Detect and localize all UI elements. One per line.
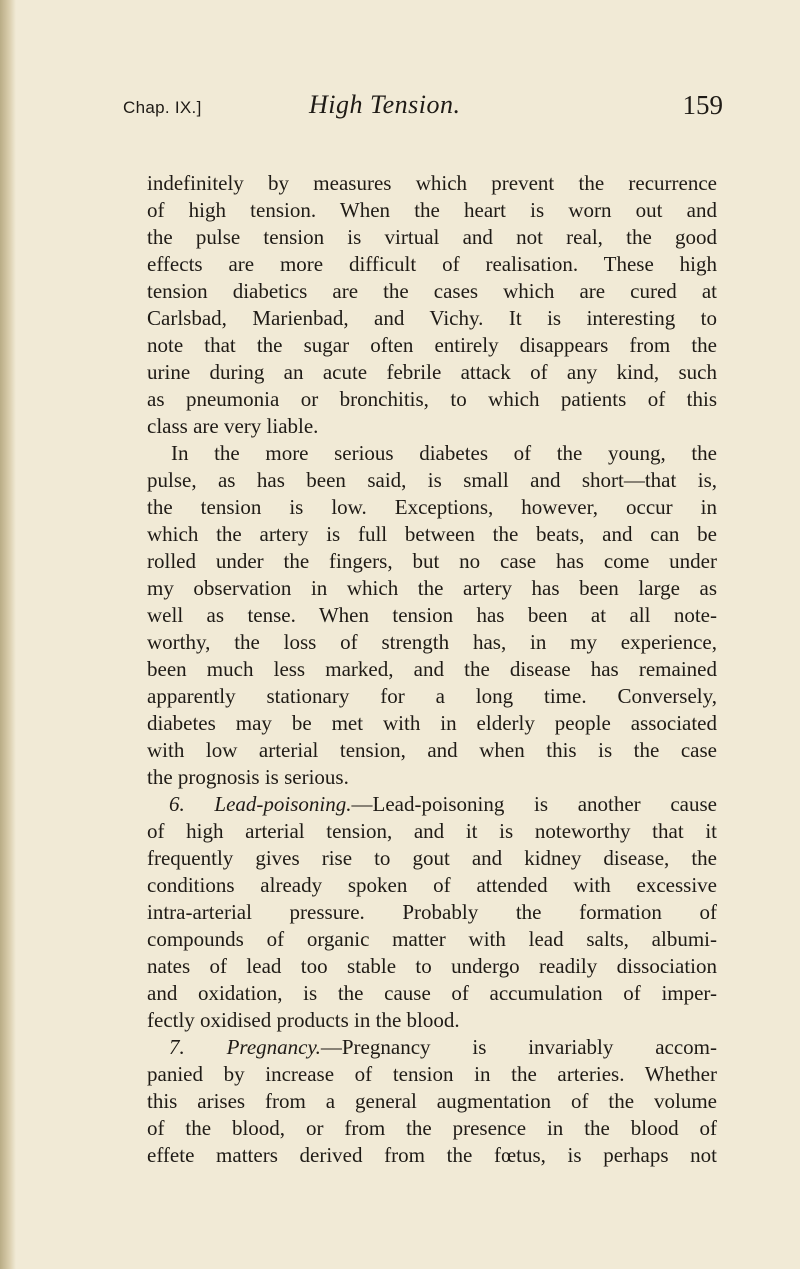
text-line: diabetes may be met with in elderly people associated (147, 711, 717, 735)
text-line: well as tense. When tension has been at all note- (147, 603, 717, 627)
text-line: class are very liable. (147, 414, 319, 438)
text-line: intra-arterial pressure. Probably the formation of (147, 900, 717, 924)
text-line: conditions already spoken of attended with excessive (147, 873, 717, 897)
running-title: High Tension. (309, 90, 461, 119)
text-line: panied by increase of tension in the arteries. Whether (147, 1062, 717, 1086)
text-line: Carlsbad, Marienbad, and Vichy. It is interesting to (147, 306, 717, 330)
text-line: urine during an acute febrile attack of any kind, such (147, 360, 717, 384)
text-line: the pulse tension is virtual and not real, the good (147, 225, 717, 249)
text-line: pulse, as has been said, is small and short—that is, (147, 468, 717, 492)
text-line: apparently stationary for a long time. Conversely, (147, 684, 717, 708)
text-line: of the blood, or from the presence in the blood of (147, 1116, 717, 1140)
section-heading-lead-poisoning: 6. Lead-poisoning. (169, 792, 352, 816)
text-line: the prognosis is serious. (147, 765, 349, 789)
chapter-label: Chap. IX.] (123, 98, 202, 117)
text-line: effete matters derived from the fœtus, is perhaps not (147, 1143, 717, 1167)
text-line: worthy, the loss of strength has, in my experience, (147, 630, 717, 654)
text-line: with low arterial tension, and when this is the case (147, 738, 717, 762)
text-line: frequently gives rise to gout and kidney disease, the (147, 846, 717, 870)
text-line: rolled under the fingers, but no case has come under (147, 549, 717, 573)
text-line (147, 791, 717, 818)
text-run: —Lead-poisoning is another cause (351, 792, 717, 816)
text-line: compounds of organic matter with lead salts, albumi- (147, 927, 717, 951)
text-line: indefinitely by measures which prevent the recurrence (147, 171, 717, 195)
text-line: this arises from a general augmentation of the volume (147, 1089, 717, 1113)
running-head (123, 88, 723, 124)
section-heading-pregnancy: 7. Pregnancy. (169, 1035, 321, 1059)
text-line: note that the sugar often entirely disappears from the (147, 333, 717, 357)
text-line: the tension is low. Exceptions, however, occur in (147, 495, 717, 519)
text-line: been much less marked, and the disease has remained (147, 657, 717, 681)
body-text (147, 170, 717, 1169)
text-line: my observation in which the artery has been large as (147, 576, 717, 600)
text-line: as pneumonia or bronchitis, to which patients of this (147, 387, 717, 411)
page-number: 159 (682, 90, 723, 120)
text-line: which the artery is full between the beats, and can be (147, 522, 717, 546)
text-line: fectly oxidised products in the blood. (147, 1008, 460, 1032)
text-line: of high tension. When the heart is worn out and (147, 198, 717, 222)
text-line: effects are more difficult of realisation. These high (147, 252, 717, 276)
text-line: nates of lead too stable to undergo readily dissociation (147, 954, 717, 978)
text-line (147, 1034, 717, 1061)
text-line: and oxidation, is the cause of accumulation of imper- (147, 981, 717, 1005)
text-line: In the more serious diabetes of the young, the (171, 441, 717, 465)
text-line: tension diabetics are the cases which are cured at (147, 279, 717, 303)
text-run: —Pregnancy is invariably accom- (320, 1035, 717, 1059)
text-line: of high arterial tension, and it is noteworthy that it (147, 819, 717, 843)
